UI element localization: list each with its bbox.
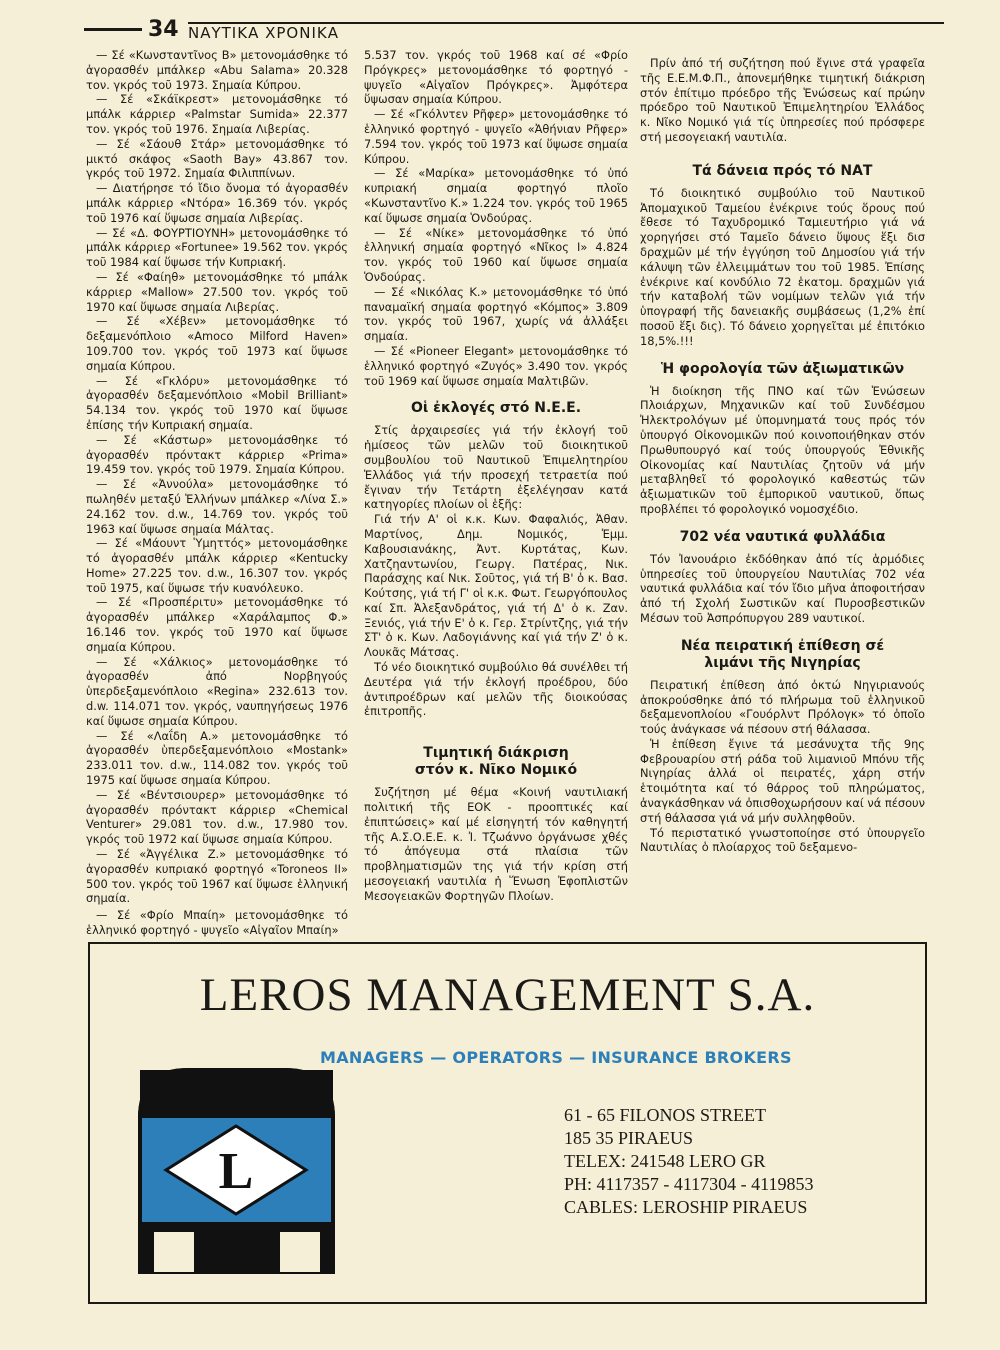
paragraph: — Σέ «Λαΐδη Α.» μετονομάσθηκε τό ἀγορασθέν ὑπερδεξαμενόπλοιο «Mostank» 233.011 τον. d.w., 114.082 τον. γκρός τοῦ 1975 καί ὕψωσε σημαία Κύπρου. bbox=[86, 728, 348, 788]
logo-letter: L bbox=[218, 1143, 254, 1200]
paragraph: — Σέ «Χάλκιος» μετονομάσθηκε τό ἀγορασθέν ἀπό Νορβηγούς ὑπερδεξαμενόπλοιο «Regina» 232.613 τον. d.w. 114.071 τον. γκρός, ναυπηγήσεως 1976 καί ὕψωσε σημαία Κύπρου. bbox=[86, 654, 348, 728]
ad-address-block bbox=[564, 1104, 814, 1219]
header-lead-rule bbox=[84, 28, 142, 31]
heading-pirates: Νέα πειρατική ἐπίθεση σέ λιμάνι τῆς Νιγηρίας bbox=[680, 637, 885, 671]
heading-booklets: 702 νέα ναυτικά φυλλάδια bbox=[679, 528, 886, 545]
paragraph: — Σέ «Φρίο Μπαίη» μετονομάσθηκε τό ἑλληνικό φορτηγό - ψυγεῖο «Αἰγαῖον Μπαίη» bbox=[86, 908, 348, 938]
paragraph: 5.537 τον. γκρός τοῦ 1968 καί σέ «Φρίο Πρόγκρες» μετονομάσθηκε τό φορτηγό - ψυγεῖο «Αἰγαῖον Πρόγκρες». Ἀμφότερα ὕψωσαν σημαία Κύπρου. bbox=[364, 48, 628, 107]
paragraph: — Σέ «Γκόλντεν Ρῆφερ» μετονομάσθηκε τό ἑλληνικό φορτηγό - ψυγεῖο «Ἀθήνιαν Ρῆφερ» 7.594 τον. γκρός τοῦ 1973 καί ὕψωσε σημαία Κύπρου. bbox=[364, 107, 628, 166]
paragraph: — Σέ «Σκάϊκρεστ» μετονομάσθηκε τό μπάλκ κάρριερ «Palmstar Sumida» 22.377 τον. γκρός τοῦ 1976. Σημαία Λιβερίας. bbox=[86, 92, 348, 136]
column-middle bbox=[364, 48, 628, 904]
paragraph: — Σέ «Σάουθ Στάρ» μετονομάσθηκε τό μικτό σκάφος «Saoth Bay» 43.867 τον. γκρός τοῦ 1972. Σημαία Φιλιππίνων. bbox=[86, 136, 348, 181]
paragraph: — Σέ «Βέντσιουρερ» μετονομάσθηκε τό ἀγορασθέν πρόντακτ κάρριερ «Chemical Venturer» 29.081 τον. d.w., 17.980 τον. γκρός τοῦ 1972 καί ὕψωσε σημαία Κύπρου. bbox=[86, 787, 348, 847]
ad-phone-line: PH: 4117357 - 4117304 - 4119853 bbox=[564, 1174, 814, 1194]
paragraph: — Σέ «Προσπέριτυ» μετονομάσθηκε τό ἀγορασθέν μπάλκερ «Χαράλαμπος Φ.» 16.146 τον. γκρός τοῦ 1970 καί ὕψωσε σημαία Κύπρου. bbox=[86, 595, 348, 654]
heading-tax: Ἡ φορολογία τῶν ἀξιωματικῶν bbox=[660, 360, 905, 377]
paragraph: — Σέ «Pioneer Elegant» μετονομάσθηκε τό ἑλληνικό φορτηγό «Ζυγός» 3.490 τον. γκρός τοῦ 1969 καί ὕψωσε σημαία Μαλτιβῶν. bbox=[364, 343, 628, 388]
magazine-title: ΝΑΥΤΙΚΑ ΧΡΟΝΙΚΑ bbox=[188, 24, 339, 42]
heading-honor: Τιμητική διάκριση στόν κ. Νῖκο Νομικό bbox=[414, 745, 578, 779]
paragraph: — Σέ «Χέβεν» μετονομάσθηκε τό δεξαμενόπλοιο «Amoco Milford Haven» 109.700 τον. γκρός τοῦ 1973 καί ὕψωσε σημαία Κύπρου. bbox=[86, 314, 348, 373]
paragraph: Τό περιστατικό γνωστοποίησε στό ὑπουργεῖο Ναυτιλίας ὁ πλοίαρχος τοῦ δεξαμενο- bbox=[640, 825, 925, 855]
leros-logo-icon bbox=[134, 1066, 339, 1276]
paragraph: Τό νέο διοικητικό συμβούλιο θά συνέλθει τή Δευτέρα γιά τήν ἐκλογή προέδρου, δύο ἀντιπροέδρων καί μελῶν τῆς διοικούσας ἐπιτροπῆς. bbox=[364, 660, 628, 719]
paragraph: — Σέ «Νικόλας Κ.» μετονομάσθηκε τό ὑπό παναμαϊκή σημαία φορτηγό «Κόμπος» 3.809 τον. γκρός τοῦ 1967, χωρίς νά ἀλλάξει σημαία. bbox=[364, 284, 628, 344]
paragraph: — Σέ «Ἀγγέλικα Ζ.» μετονομάσθηκε τό ἀγορασθέν κυπριακό φορτηγό «Toroneos II» 500 τον. γκρός τοῦ 1967 καί ὕψωσε ἑλληνική σημαία. bbox=[86, 847, 348, 906]
ad-telex-line: TELEX: 241548 LERO GR bbox=[564, 1151, 766, 1171]
paragraph: — Διατήρησε τό ἴδιο ὄνομα τό ἀγορασθέν μπάλκ κάρριερ «Ντόρα» 16.369 τόν. γκρός τοῦ 1976 καί ὕψωσε σημαία Λιβερίας. bbox=[86, 181, 348, 225]
column-right bbox=[640, 48, 925, 855]
ad-tagline: MANAGERS — OPERATORS — INSURANCE BROKERS bbox=[320, 1048, 792, 1067]
paragraph: Πειρατική ἐπίθεση ἀπό ὀκτώ Νηγιριανούς ἀποκρούσθηκε ἀπό τό πλήρωμα τοῦ ἑλληνικοῦ δεξαμενοπλοίου «Γουόρλντ Πρόλογκ» τό ὁποῖο τούς ἀνάγκασε νά πέσουν στή θάλασσα. bbox=[640, 677, 925, 737]
paragraph: — Σέ «Κωνσταντῖνος Β» μετονομάσθηκε τό ἀγορασθέν μπάλκερ «Abu Salama» 20.328 τον. γκρός τοῦ 1973. Σημαία Κύπρου. bbox=[86, 48, 348, 92]
paragraph: Πρίν ἀπό τή συζήτηση πού ἔγινε στά γραφεῖα τῆς Ε.Ε.Μ.Φ.Π., ἀπονεμήθηκε τιμητική διάκριση στόν ἐπίτιμο πρόεδρο τῆς Ἑνώσεως καί πρώην πρόεδρο τοῦ Ναυτικοῦ Ἐπιμελητηρίου Ἑλλάδος κ. Νῖκο Νομικό γιά τίς ὑπηρεσίες πού πρόσφερε στή μεσογειακή ναυτιλία. bbox=[640, 56, 925, 144]
paragraph: — Σέ «Φαίηθ» μετονομάσθηκε τό μπάλκ κάρριερ «Mallow» 27.500 τον. γκρός τοῦ 1970 καί ὕψωσε σημαία Λιβερίας. bbox=[86, 269, 348, 314]
paragraph: Γιά τήν Α' οἱ κ.κ. Κων. Φαφαλιός, Ἀθαν. Μαρτίνος, Δημ. Νομικός, Ἐμμ. Καβουσιανάκης, Ἀντ. Κυρτάτας, Κων. Χατζηαντωνίου, Γεωργ. Πατέρας, Νικ. Παράσχης καί Νικ. Σοῦτος, γιά τή Β' ὁ κ. Βασ. Κούτσης, γιά τή Γ' οἱ κ.κ. Φωτ. Γεωργόπουλος καί Σπ. Ἀλεξανδράτος, γιά τή Δ' ὁ κ. Ζαν. Ξενιός, γιά τήν Ε' ὁ κ. Γερ. Στρίντζης, γιά τήν ΣΤ' ὁ κ. Κων. Λαδογιάννης καί γιά τήν Ζ' ὁ κ. Λουκᾶς Μάτσας. bbox=[364, 512, 628, 660]
heading-elections: Οἱ ἐκλογές στό Ν.Ε.Ε. bbox=[410, 400, 582, 417]
ad-company-name: LEROS MANAGEMENT S.A. bbox=[199, 969, 816, 1021]
paragraph: — Σέ «Νίκε» μετονομάσθηκε τό ὑπό ἑλληνική σημαία φορτηγό «Νῖκος Ι» 4.824 τον. γκρός τοῦ 1960 καί ὕψωσε σημαία Ὁνδούρας. bbox=[364, 225, 628, 284]
page-header bbox=[84, 18, 944, 44]
advertisement-leros bbox=[88, 942, 927, 1304]
ad-address-line: 61 - 65 FILONOS STREET bbox=[564, 1105, 766, 1125]
paragraph: — Σέ «Μαρίκα» μετονομάσθηκε τό ὑπό κυπριακή σημαία φορτηγό πλοῖο «Κωνσταντῖνο Κ.» 1.224 τον. γκρός τοῦ 1965 καί ὕψωσε σημαία Ὁνδούρας. bbox=[364, 166, 628, 225]
heading-loans: Τά δάνεια πρός τό ΝΑΤ bbox=[692, 162, 873, 179]
column-ship-renamings bbox=[86, 48, 348, 938]
paragraph: Στίς ἀρχαιρεσίες γιά τήν ἐκλογή τοῦ ἡμίσεος τῶν μελῶν τοῦ διοικητικοῦ συμβουλίου τοῦ Ναυτικοῦ Ἐπιμελητηρίου Ἑλλάδος γιά τήν προσεχή τετραετία πού ἔγιναν τήν Τετάρτη ἐξελέγησαν κατά κατηγορίες πλοίων οἱ ἑξῆς: bbox=[364, 423, 628, 512]
paragraph: Ἡ διοίκηση τῆς ΠΝΟ καί τῶν Ἑνώσεων Πλοιάρχων, Μηχανικῶν καί τοῦ Συνδέσμου Ἠλεκτρολόγων μέ ὑπομνηματά τους πρός τόν ὑπουργό Οἰκονομικῶν πού κοινοποιήθηκαν στόν Πρωθυπουργό καί τούς ὑπουργούς Ἐθνικῆς Οἰκονομίας καί Ναυτιλίας ζητοῦν νά μήν μεταβληθεῖ τό φορολογικό καθεστώς τῶν ἀξιωματικῶν τοῦ ἐμπορικοῦ ναυτικοῦ, ὅπως προβλέπει τό φορολογικό νομοσχέδιο. bbox=[640, 383, 925, 516]
paragraph: Τό διοικητικό συμβούλιο τοῦ Ναυτικοῦ Ἀπομαχικοῦ Ταμείου ἐνέκρινε τούς ὅρους πού ἔθεσε τό Ταχυδρομικό Ταμιευτήριο γιά νά χορηγήσει στό Ταμεῖο δάνειο ὕψους ἕξι δισ δραχμῶν μέ τήν ἐγγύηση τοῦ Δημοσίου γιά τήν κάλυψη τῶν ἐλλειμμάτων του τοῦ 1985. Ἐπίσης ἐνέκρινε καί κονδύλιο 72 ἑκατομ. δραχμῶν γιά τήν καταβολή τῶν νομίμων τελῶν γιά τήν ὑπογραφή τῆς δανειακῆς συμβάσεως (1,2% ἐπί ποσοῦ ἕξι δις). Τό δάνειο χορηγεῖται μέ ἐπιτόκιο 18,5%.!!! bbox=[640, 185, 925, 348]
paragraph: — Σέ «Ἀννούλα» μετονομάσθηκε τό πωληθέν μεταξύ Ἑλλήνων μπάλκερ «Λίνα Σ.» 24.162 τον. d.w., 14.769 τον. γκρός τοῦ 1963 καί ὕψωσε σημαία Μάλτας. bbox=[86, 477, 348, 536]
paragraph: Ἡ ἐπίθεση ἔγινε τά μεσάνυχτα τῆς 9ης Φεβρουαρίου στή ράδα τοῦ λιμανιοῦ Μπόνυ τῆς Νιγηρίας ἀλλά οἱ πειρατές, χάρη στήν ἑτοιμότητα καί τό θάρρος τοῦ πληρώματος, ἀναγκάσθηκαν νά ὀπισθοχωρήσουν καί νά πέσουν στή θάλασσα γιά νά μήν συλληφθοῦν. bbox=[640, 736, 925, 825]
paragraph: — Σέ «Μάουντ Ὑμηττός» μετονομάσθηκε τό ἀγορασθέν μπάλκ κάρριερ «Kentucky Home» 27.225 τον. d.w., 16.307 τον. γκρός τοῦ 1975, καί ὕψωσε τήν κυανόλευκο. bbox=[86, 536, 348, 595]
ad-cables-line: CABLES: LEROSHIP PIRAEUS bbox=[564, 1197, 808, 1217]
paragraph: — Σέ «Δ. ΦΟΥΡΤΙΟΥΝΗ» μετονομάσθηκε τό μπάλκ κάρριερ «Fortunee» 19.562 τον. γκρός τοῦ 1984 καί ὕψωσε τήν Κυπριακή. bbox=[86, 225, 348, 270]
page-number: 34 bbox=[148, 17, 179, 42]
paragraph: Συζήτηση μέ θέμα «Κοινή ναυτιλιακή πολιτική τῆς ΕΟΚ - προοπτικές καί ἐπιπτώσεις» καί μέ εἰσηγητή τόν καθηγητή τῆς Α.Σ.Ο.Ε.Ε. κ. Ἰ. Τζωάννο ὀργάνωσε χθές τό ἀπόγευμα στά πλαίσια τῶν προβληματισμῶν της γιά τήν κρίση στή μεσογειακή ναυτιλία ἡ Ἕνωση Ἐφοπλιστῶν Μεσογειακῶν Φορτηγῶν Πλοίων. bbox=[364, 785, 628, 903]
paragraph: Τόν Ἰανουάριο ἐκδόθηκαν ἀπό τίς ἁρμόδιες ὑπηρεσίες τοῦ ὑπουργείου Ναυτιλίας 702 νέα ναυτικά φυλλάδια καί τόν ἴδιο μῆνα ἀποφοιτήσαν ἀπό τή Σχολή Σωστικῶν καί Πυροσβεστικῶν Μέσων τοῦ Ἀσπρόπυργου 289 ναυτικοί. bbox=[640, 551, 925, 625]
paragraph: — Σέ «Γκλόρυ» μετονομάσθηκε τό ἀγορασθέν δεξαμενόπλοιο «Mobil Brilliant» 54.134 τον. γκρός τοῦ 1970 καί ὕψωσε ἐπίσης τήν Κυπριακή σημαία. bbox=[86, 373, 348, 432]
paragraph: — Σέ «Κάστωρ» μετονομάσθηκε τό ἀγορασθέν πρόντακτ κάρριερ «Prima» 19.459 τον. γκρός τοῦ 1979. Σημαία Κύπρου. bbox=[86, 432, 348, 477]
ad-address-line: 185 35 PIRAEUS bbox=[564, 1128, 694, 1148]
